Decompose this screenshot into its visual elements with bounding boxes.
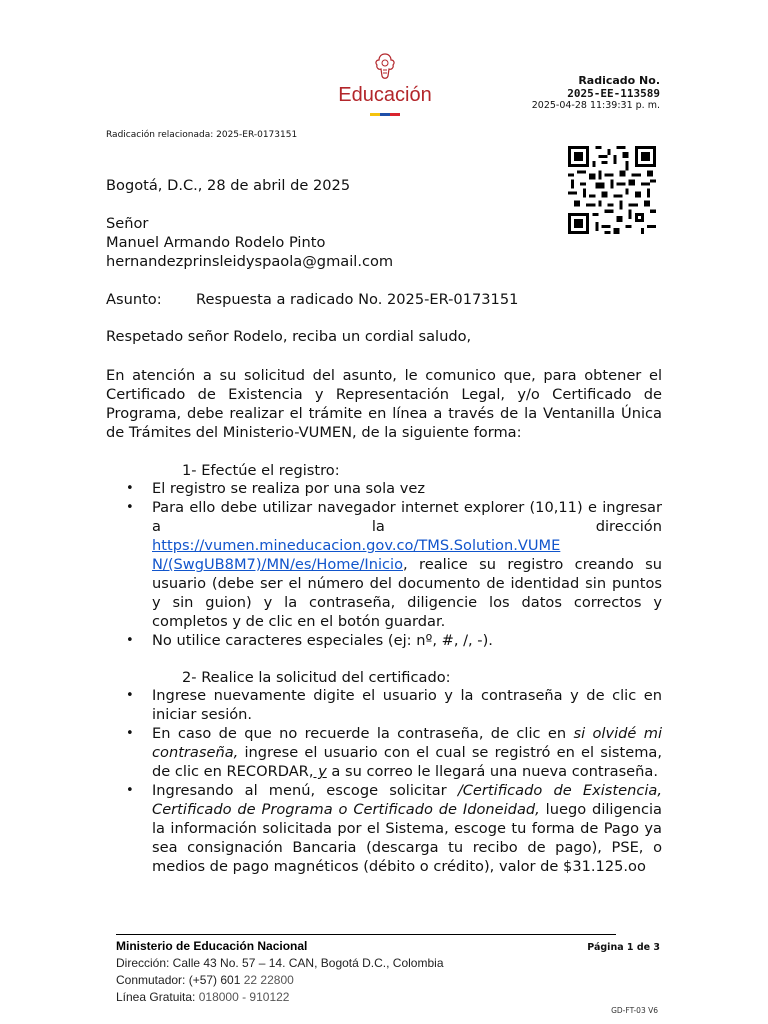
list-item: • Para ello debe utilizar navegador internet explorer (10,11) e ingresar a la dirección https://vumen.mineducacion.gov.co/TMS.Solution.VUME N/(SwgUB8M7)/MN/es/Home/Inicio, realice su registro creando su usuario (debe ser el número del documento de identidad sin puntos y sin guion) y la contraseña, diligencie los datos correctos y completos y de clic en el botón guardar. xyxy=(106,498,662,631)
radicado-number: 2025-EE-113589 xyxy=(567,87,660,100)
education-logo xyxy=(330,52,440,116)
related-radicado: Radicación relacionada: 2025-ER-0173151 xyxy=(106,130,298,140)
footer-phone: Conmutador: (+57) 601 22 22800 xyxy=(116,973,294,987)
recipient-name: Manuel Armando Rodelo Pinto xyxy=(106,234,326,251)
logo-text: Educación xyxy=(338,84,432,106)
footer-divider xyxy=(116,934,616,935)
coat-of-arms-icon xyxy=(373,52,397,82)
step2-title: 2- Realice la solicitud del certificado: xyxy=(182,669,451,686)
page-number: Página 1 de 3 xyxy=(587,942,660,953)
radicado-block xyxy=(532,74,660,111)
intro-paragraph: En atención a su solicitud del asunto, le comunico que, para obtener el Certificado de Existencia y Representación Legal, y/o Certificado de Programa, debe realizar el trámite en línea a través de la Ventanilla Única de Trámites del Ministerio-VUMEN, de la siguiente forma: xyxy=(106,367,662,441)
step1-title: 1- Efectúe el registro: xyxy=(182,462,340,479)
footer-free-line: Línea Gratuita: 018000 - 910122 xyxy=(116,990,290,1004)
vumen-link[interactable]: https://vumen.mineducacion.gov.co/TMS.Solution.VUME N/(SwgUB8M7)/MN/es/Home/Inicio xyxy=(152,537,561,573)
subject-text: Respuesta a radicado No. 2025-ER-0173151 xyxy=(196,291,519,308)
subject-line xyxy=(106,290,518,309)
list-item: • Ingrese nuevamente digite el usuario y la contraseña y de clic en iniciar sesión. xyxy=(106,686,662,724)
list-item: • En caso de que no recuerde la contraseña, de clic en si olvidé mi contraseña, ingrese el usuario con el cual se registró en el sistema, de clic en RECORDAR, y a su correo le llegará una nueva contraseña. xyxy=(106,724,662,781)
recipient-title: Señor xyxy=(106,215,149,232)
recipient-email: hernandezprinsleidyspaola@gmail.com xyxy=(106,253,394,270)
footer-block xyxy=(116,938,444,1006)
recipient-block xyxy=(106,214,393,271)
step1-list xyxy=(106,479,662,650)
list-item: • Ingresando al menú, escoge solicitar /Certificado de Existencia, Certificado de Programa o Certificado de Idoneidad, luego diligencia la información solicitada por el Sistema, escoge tu forma de Pago ya sea consignación Bancaria (descarga tu recibo de pago), PSE, o medios de pago magnéticos (débito o crédito), valor de $31.125.oo xyxy=(106,781,662,876)
flag-bar xyxy=(370,113,400,116)
footer-address: Dirección: Calle 43 No. 57 – 14. CAN, Bogotá D.C., Colombia xyxy=(116,956,444,970)
radicado-label: Radicado No. xyxy=(578,74,660,87)
step2-list xyxy=(106,686,662,876)
list-item: • El registro se realiza por una sola vez xyxy=(106,479,662,498)
qr-code-icon xyxy=(568,146,656,234)
subject-label: Asunto: xyxy=(106,291,162,308)
letter-date: Bogotá, D.C., 28 de abril de 2025 xyxy=(106,177,351,194)
form-code: GD-FT-03 V6 xyxy=(611,1006,658,1015)
list-item: • No utilice caracteres especiales (ej: nº, #, /, -). xyxy=(106,631,662,650)
greeting: Respetado señor Rodelo, reciba un cordial saludo, xyxy=(106,328,472,345)
radicado-datetime: 2025-04-28 11:39:31 p. m. xyxy=(531,100,660,111)
footer-org: Ministerio de Educación Nacional xyxy=(116,939,308,953)
